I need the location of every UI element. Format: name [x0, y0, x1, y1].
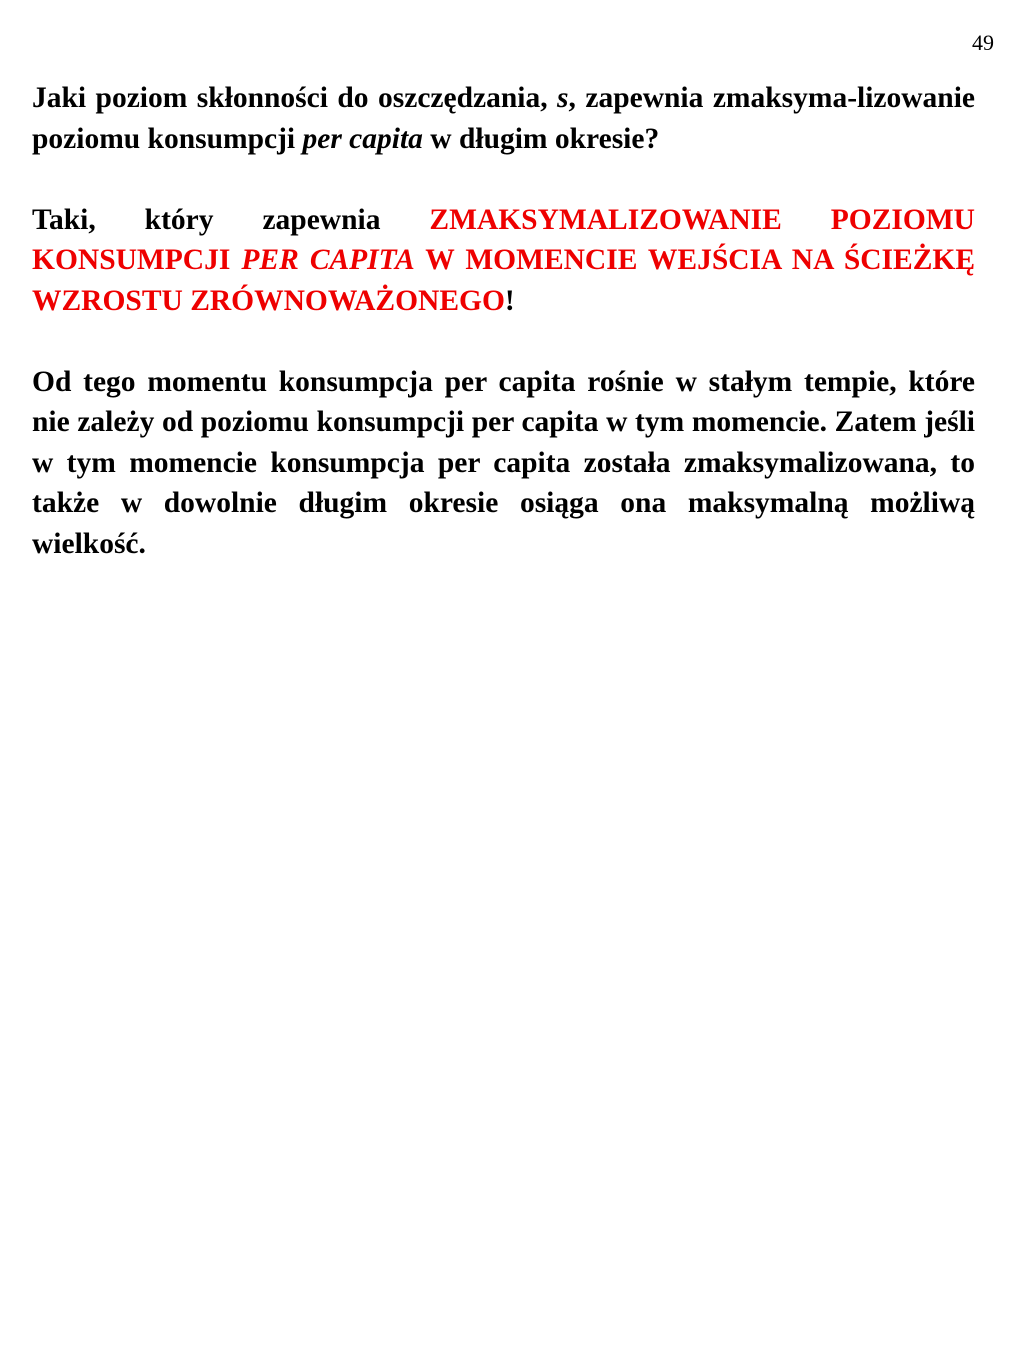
question-paragraph: [32, 78, 975, 159]
answer-text-1: Taki, który zapewnia: [32, 203, 430, 236]
answer-emphasis-per-capita: PER CAPITA: [241, 244, 415, 276]
answer-exclamation: !: [504, 284, 515, 317]
answer-emphasis-1: ZMAKSYMALIZOWANIE POZIOMU KONSUMPCJI: [32, 203, 975, 276]
explanation-paragraph: Od tego momentu konsumpcja per capita rośnie w stałym tempie, które nie zależy od poziomu konsumpcji per capita w tym momencie. Zatem jeśli w tym momencie konsumpcja per capita została zmaksymalizowana, to także w dowolnie długim okresie osiąga ona maksymalną możliwą wielkość.: [32, 365, 975, 560]
page-number: 49: [972, 30, 994, 55]
question-text-3: w długim okresie?: [422, 122, 660, 155]
question-text-2: , zapewnia zmaksyma-lizowanie poziomu konsumpcji: [32, 82, 975, 155]
slide-content: [32, 78, 975, 605]
question-text-1: Jaki poziom skłonności do oszczędzania,: [32, 82, 558, 114]
variable-s: s: [557, 82, 569, 114]
answer-paragraph: [32, 200, 975, 322]
per-capita-term: per capita: [302, 122, 423, 155]
answer-emphasis-2: W MOMENCIE WEJŚCIA NA ŚCIEŻKĘ WZROSTU ZRÓWNOWAŻONEGO: [32, 244, 975, 317]
